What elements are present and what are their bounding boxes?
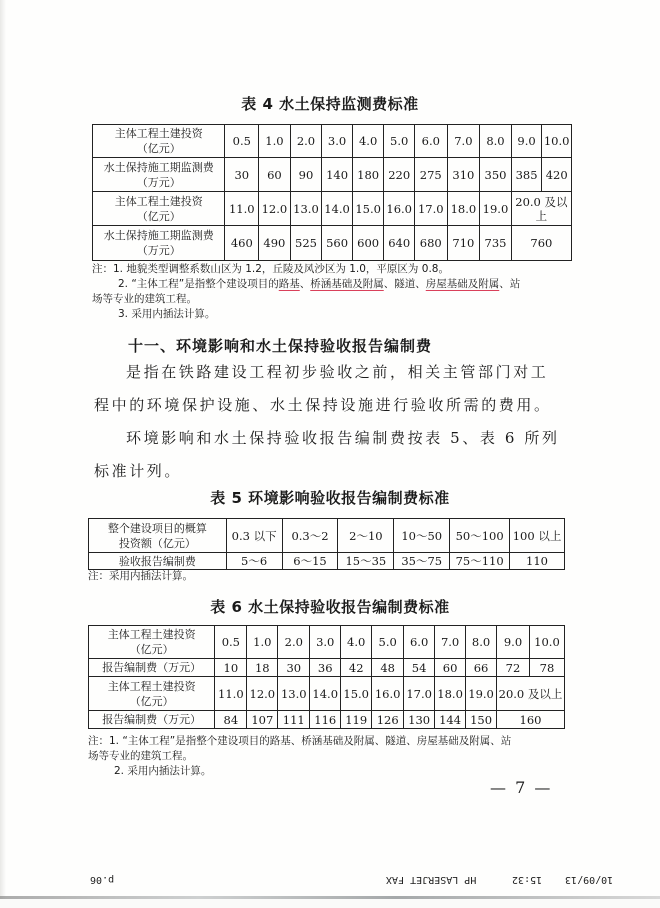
cell: 140	[322, 158, 353, 192]
cell: 126	[372, 711, 404, 729]
section-body	[94, 356, 564, 488]
cell: 30	[278, 659, 310, 677]
table5	[88, 518, 565, 570]
table-row	[93, 125, 572, 158]
cell: 1.0	[259, 125, 291, 158]
cell: 48	[372, 659, 404, 677]
cell: 310	[447, 158, 480, 192]
fax-device: HP LASERJET FAX	[386, 874, 477, 885]
cell: 15.0	[341, 677, 372, 711]
cell: 13.0	[290, 192, 322, 226]
paragraph-1: 是指在铁路建设工程初步验收之前，相关主管部门对工程中的环境保护设施、水土保持设施进行验收所需的费用。	[94, 363, 552, 414]
cell: 760	[511, 226, 571, 261]
table6	[88, 625, 565, 729]
cell: 18.0	[447, 192, 480, 226]
cell: 600	[352, 226, 384, 261]
cell: 1.0	[247, 626, 278, 659]
row-header: 主体工程土建投资 （亿元）	[89, 626, 215, 659]
cell: 10	[215, 659, 247, 677]
cell: 30	[225, 158, 259, 192]
cell: 2.0	[278, 626, 310, 659]
cell: 4.0	[341, 626, 372, 659]
cell: 420	[542, 158, 572, 192]
fax-date: 10/09/13	[565, 874, 614, 885]
cell: 66	[466, 659, 497, 677]
row-header: 验收报告编制费	[89, 553, 227, 570]
table-row	[89, 659, 565, 677]
cell: 17.0	[414, 192, 447, 226]
row-header: 水土保持施工期监测费 （万元）	[93, 226, 225, 261]
cell: 14.0	[310, 677, 341, 711]
cell: 15.0	[352, 192, 384, 226]
note-1: 注：1. “主体工程”是指整个建设项目的路基、桥涵基础及附属、隧道、房屋基础及附属、站	[88, 735, 512, 747]
table4	[92, 124, 572, 261]
cell: 11.0	[225, 192, 259, 226]
table5-note: 注：采用内插法计算。	[88, 570, 193, 582]
cell: 350	[480, 158, 512, 192]
cell: 0.5	[225, 125, 259, 158]
cell: 680	[414, 226, 447, 261]
note-2: 2. 采用内插法计算。	[114, 765, 212, 777]
table6-notes	[88, 734, 568, 779]
table-row	[93, 226, 572, 261]
cell: 7.0	[447, 125, 480, 158]
cell: 20.0 及以上	[511, 192, 571, 226]
cell: 5～6	[226, 553, 282, 570]
cell: 3.0	[322, 125, 353, 158]
cell: 6～15	[282, 553, 338, 570]
note-3: 3. 采用内插法计算。	[118, 308, 216, 320]
table4-title: 表 4 水土保持监测费标准	[241, 95, 419, 113]
table6-title: 表 6 水土保持验收报告编制费标准	[210, 598, 450, 616]
cell: 144	[435, 711, 466, 729]
cell: 220	[384, 158, 415, 192]
scan-margin	[0, 899, 660, 908]
cell: 640	[384, 226, 415, 261]
cell: 119	[341, 711, 372, 729]
row-header: 主体工程土建投资 （亿元）	[93, 192, 225, 226]
cell: 11.0	[215, 677, 247, 711]
cell: 2～10	[338, 519, 394, 553]
cell: 60	[435, 659, 466, 677]
fax-time: 15:32	[512, 874, 543, 885]
cell: 16.0	[384, 192, 415, 226]
cell: 8.0	[480, 125, 512, 158]
cell: 9.0	[497, 626, 530, 659]
cell: 4.0	[352, 125, 384, 158]
cell: 42	[341, 659, 372, 677]
section-heading: 十一、环境影响和水土保持验收报告编制费	[128, 337, 433, 355]
cell: 7.0	[435, 626, 466, 659]
cell: 15～35	[338, 553, 394, 570]
cell: 13.0	[278, 677, 310, 711]
table-row	[89, 626, 565, 659]
row-header: 主体工程土建投资 （亿元）	[93, 125, 225, 158]
underlined-term: 房屋基础及附属	[425, 278, 500, 290]
table-row	[89, 677, 565, 711]
cell: 10～50	[394, 519, 450, 553]
scan-edge-shadow	[0, 0, 6, 908]
cell: 0.3 以下	[226, 519, 282, 553]
cell: 16.0	[372, 677, 404, 711]
cell: 20.0 及以上	[497, 677, 565, 711]
cell: 10.0	[529, 626, 564, 659]
cell: 710	[447, 226, 480, 261]
cell: 130	[404, 711, 435, 729]
cell: 9.0	[511, 125, 542, 158]
cell: 6.0	[404, 626, 435, 659]
cell: 735	[480, 226, 512, 261]
cell: 50～100	[450, 519, 510, 553]
row-header: 水土保持施工期监测费 （万元）	[93, 158, 225, 192]
fax-page: p.06	[90, 874, 115, 885]
table-row	[89, 711, 565, 729]
cell: 5.0	[372, 626, 404, 659]
row-header: 报告编制费（万元）	[89, 659, 215, 677]
cell: 111	[278, 711, 310, 729]
table-row	[93, 158, 572, 192]
cell: 72	[497, 659, 530, 677]
cell: 75～110	[450, 553, 510, 570]
cell: 160	[497, 711, 565, 729]
page-number: — 7 —	[490, 778, 553, 797]
cell: 525	[290, 226, 322, 261]
cell: 6.0	[414, 125, 447, 158]
cell: 0.5	[215, 626, 247, 659]
paragraph-2: 环境影响和水土保持验收报告编制费按表 5、表 6 所列标准计列。	[94, 429, 560, 480]
cell: 107	[247, 711, 278, 729]
cell: 12.0	[247, 677, 278, 711]
cell: 12.0	[259, 192, 291, 226]
cell: 560	[322, 226, 353, 261]
cell: 110	[510, 553, 565, 570]
cell: 5.0	[384, 125, 415, 158]
cell: 275	[414, 158, 447, 192]
note-2-cont: 场等专业的建筑工程。	[92, 293, 197, 305]
cell: 100 以上	[510, 519, 565, 553]
cell: 150	[466, 711, 497, 729]
cell: 8.0	[466, 626, 497, 659]
cell: 490	[259, 226, 291, 261]
cell: 17.0	[404, 677, 435, 711]
underlined-term: 路基	[278, 278, 300, 290]
cell: 2.0	[290, 125, 322, 158]
cell: 18	[247, 659, 278, 677]
cell: 180	[352, 158, 384, 192]
cell: 78	[529, 659, 564, 677]
note-1: 注：1. 地貌类型调整系数山区为 1.2，丘陵及风沙区为 1.0，平原区为 0.8。	[92, 263, 449, 275]
cell: 35～75	[394, 553, 450, 570]
note-1-cont: 场等专业的建筑工程。	[88, 750, 193, 762]
note-2: 2. “主体工程”是指整个建设项目的路基、桥涵基础及附属、隧道、房屋基础及附属、站	[118, 278, 521, 290]
row-header: 报告编制费（万元）	[89, 711, 215, 729]
cell: 385	[511, 158, 542, 192]
cell: 19.0	[466, 677, 497, 711]
cell: 3.0	[310, 626, 341, 659]
underlined-term: 桥涵基础及附属	[310, 278, 384, 290]
table-row	[89, 519, 565, 553]
cell: 10.0	[542, 125, 572, 158]
cell: 36	[310, 659, 341, 677]
cell: 14.0	[322, 192, 353, 226]
cell: 0.3～2	[282, 519, 338, 553]
cell: 460	[225, 226, 259, 261]
cell: 84	[215, 711, 247, 729]
cell: 90	[290, 158, 322, 192]
cell: 18.0	[435, 677, 466, 711]
row-header: 整个建设项目的概算 投资额（亿元）	[89, 519, 227, 553]
table5-title: 表 5 环境影响验收报告编制费标准	[210, 489, 450, 507]
row-header: 主体工程土建投资 （亿元）	[89, 677, 215, 711]
cell: 54	[404, 659, 435, 677]
cell: 60	[259, 158, 291, 192]
cell: 19.0	[480, 192, 512, 226]
table-row	[89, 553, 565, 570]
cell: 116	[310, 711, 341, 729]
table4-notes	[92, 262, 572, 322]
table-row	[93, 192, 572, 226]
